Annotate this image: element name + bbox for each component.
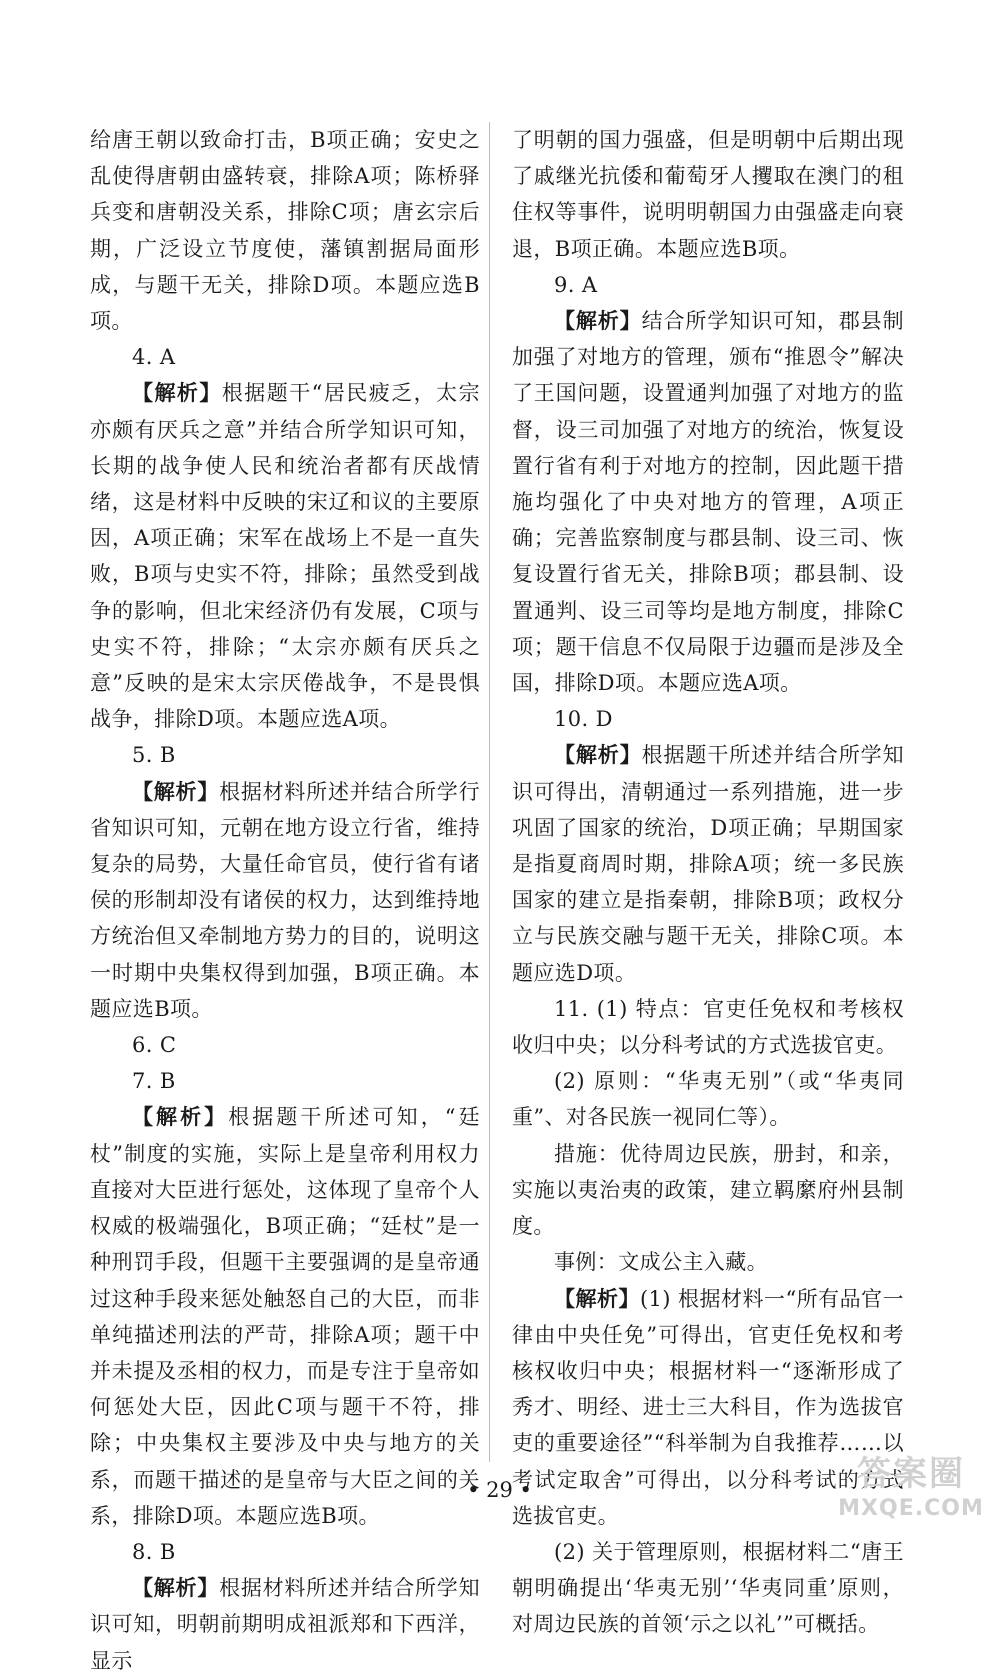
explanation-text: 根据题干所述可知，“廷杖”制度的实施，实际上是皇帝利用权力直接对大臣进行惩处，这体现了皇帝个人权威的极端强化，B项正确；“廷杖”是一种刑罚手段，但题干主要强调的是皇帝通过这种手段来惩处触怒自己的大臣，而非单纯描述刑法的严苛，排除A项；题干中并未提及丞相的权力，而是专注于皇帝如何惩处大臣，因此C项与题干不符，排除；中央集权主要涉及中央与地方的关系，而题干描述的是皇帝与大臣之间的关系，排除D项。本题应选B项。 [90, 1105, 480, 1528]
explanation-4 [90, 375, 480, 737]
answer-11-part-1: 11. (1) 特点：官吏任免权和考核权收归中央；以分科考试的方式选拔官吏。 [512, 996, 904, 1058]
explanation-text: 根据题干所述并结合所学知识可得出，清朝通过一系列措施，进一步巩固了国家的统治，D项正确；早期国家是指夏商周时期，排除A项；统一多民族国家的建立是指秦朝，排除B项；政权分立与民族交融与题干无关，排除C项。本题应选D项。 [512, 743, 904, 985]
answer-8: 8. B [132, 1539, 176, 1564]
answer-4: 4. A [132, 345, 176, 370]
answer-5: 5. B [132, 743, 176, 768]
explanation-9 [512, 303, 904, 701]
watermark-url: MXQE.COM [838, 1496, 984, 1521]
explanation-text: 结合所学知识可知，郡县制加强了对地方的管理，颁布“推恩令”解决了王国问题，设置通判加强了对地方的监督，设三司加强了对地方的统治，恢复设置行省有利于对地方的控制，因此题干措施均强化了中央对地方的管理，A项正确；完善监察制度与郡县制、设三司、恢复设置行省无关，排除B项；郡县制、设置通判、设三司等均是地方制度，排除C项；题干信息不仅局限于边疆而是涉及全国，排除D项。本题应选A项。 [512, 309, 904, 696]
answer-11-measures: 措施：优待周边民族，册封，和亲，实施以夷治夷的政策，建立羁縻府州县制度。 [512, 1141, 904, 1239]
right-column [512, 122, 904, 1643]
explanation-text: (1) 根据材料一“所有品官一律由中央任免”可得出，官吏任免权和考核权收归中央；根据材料一“逐渐形成了秀才、明经、进士三大科目，作为选拔官吏的重要途径”“科举制为自我推荐……以考试定取舍”可得出，以分科考试的方式选拔官吏。 [512, 1286, 904, 1528]
analysis-tag: 【解析】 [132, 1105, 229, 1130]
explanation-text: 根据材料所述并结合所学知识可知，明朝前期明成祖派郑和下西洋，显示 [90, 1576, 480, 1673]
answer-6: 6. C [132, 1033, 177, 1058]
watermark-logo [831, 1454, 991, 1530]
explanation-11-part-2: (2) 关于管理原则，根据材料二“唐王朝明确提出‘华夷无别’‘华夷同重’原则，对周边民族的首领‘示之以礼’”可概括。 [512, 1539, 904, 1637]
explanation-7 [90, 1099, 480, 1533]
watermark-stamp: 答案圈 [857, 1454, 965, 1494]
analysis-tag: 【解析】 [554, 309, 642, 334]
answer-10: 10. D [554, 707, 613, 732]
analysis-tag: 【解析】 [554, 743, 642, 768]
left-column [90, 122, 480, 1679]
answer-7: 7. B [132, 1069, 176, 1094]
analysis-tag: 【解析】 [132, 779, 220, 804]
answer-9: 9. A [554, 272, 598, 297]
explanation-10 [512, 737, 904, 990]
paragraph: 了明朝的国力强盛，但是明朝中后期出现了戚继光抗倭和葡萄牙人攫取在澳门的租住权等事件，说明明朝国力由强盛走向衰退，B项正确。本题应选B项。 [512, 128, 904, 261]
analysis-tag: 【解析】 [132, 1576, 220, 1601]
page-number: • 29 • [467, 1478, 532, 1502]
column-divider [489, 122, 490, 1462]
answer-11-example: 事例：文成公主入藏。 [554, 1250, 768, 1275]
paragraph: 给唐王朝以致命打击，B项正确；安史之乱使得唐朝由盛转衰，排除A项；陈桥驿兵变和唐朝没关系，排除C项；唐玄宗后期，广泛设立节度使，藩镇割据局面形成，与题干无关，排除D项。本题应选B项。 [90, 128, 480, 334]
answer-11-part-2: (2) 原则：“华夷无别”（或“华夷同重”、对各民族一视同仁等）。 [512, 1069, 904, 1130]
explanation-8 [90, 1570, 480, 1679]
explanation-5 [90, 774, 480, 1027]
analysis-tag: 【解析】 [132, 381, 222, 406]
explanation-text: 根据材料所述并结合所学行省知识可知，元朝在地方设立行省，维持复杂的局势，大量任命官员，使行省有诸侯的形制却没有诸侯的权力，达到维持地方统治但又牵制地方势力的目的，说明这一时期中央集权得到加强，B项正确。本题应选B项。 [90, 779, 480, 1021]
explanation-text: 根据题干“居民疲乏，太宗亦颇有厌兵之意”并结合所学知识可知，长期的战争使人民和统治者都有厌战情绪，这是材料中反映的宋辽和议的主要原因，A项正确；宋军在战场上不是一直失败，B项与史实不符，排除；虽然受到战争的影响，但北宋经济仍有发展，C项与史实不符，排除；“太宗亦颇有厌兵之意”反映的是宋太宗厌倦战争，不是畏惧战争，排除D项。本题应选A项。 [90, 381, 480, 732]
analysis-tag: 【解析】 [554, 1286, 640, 1311]
